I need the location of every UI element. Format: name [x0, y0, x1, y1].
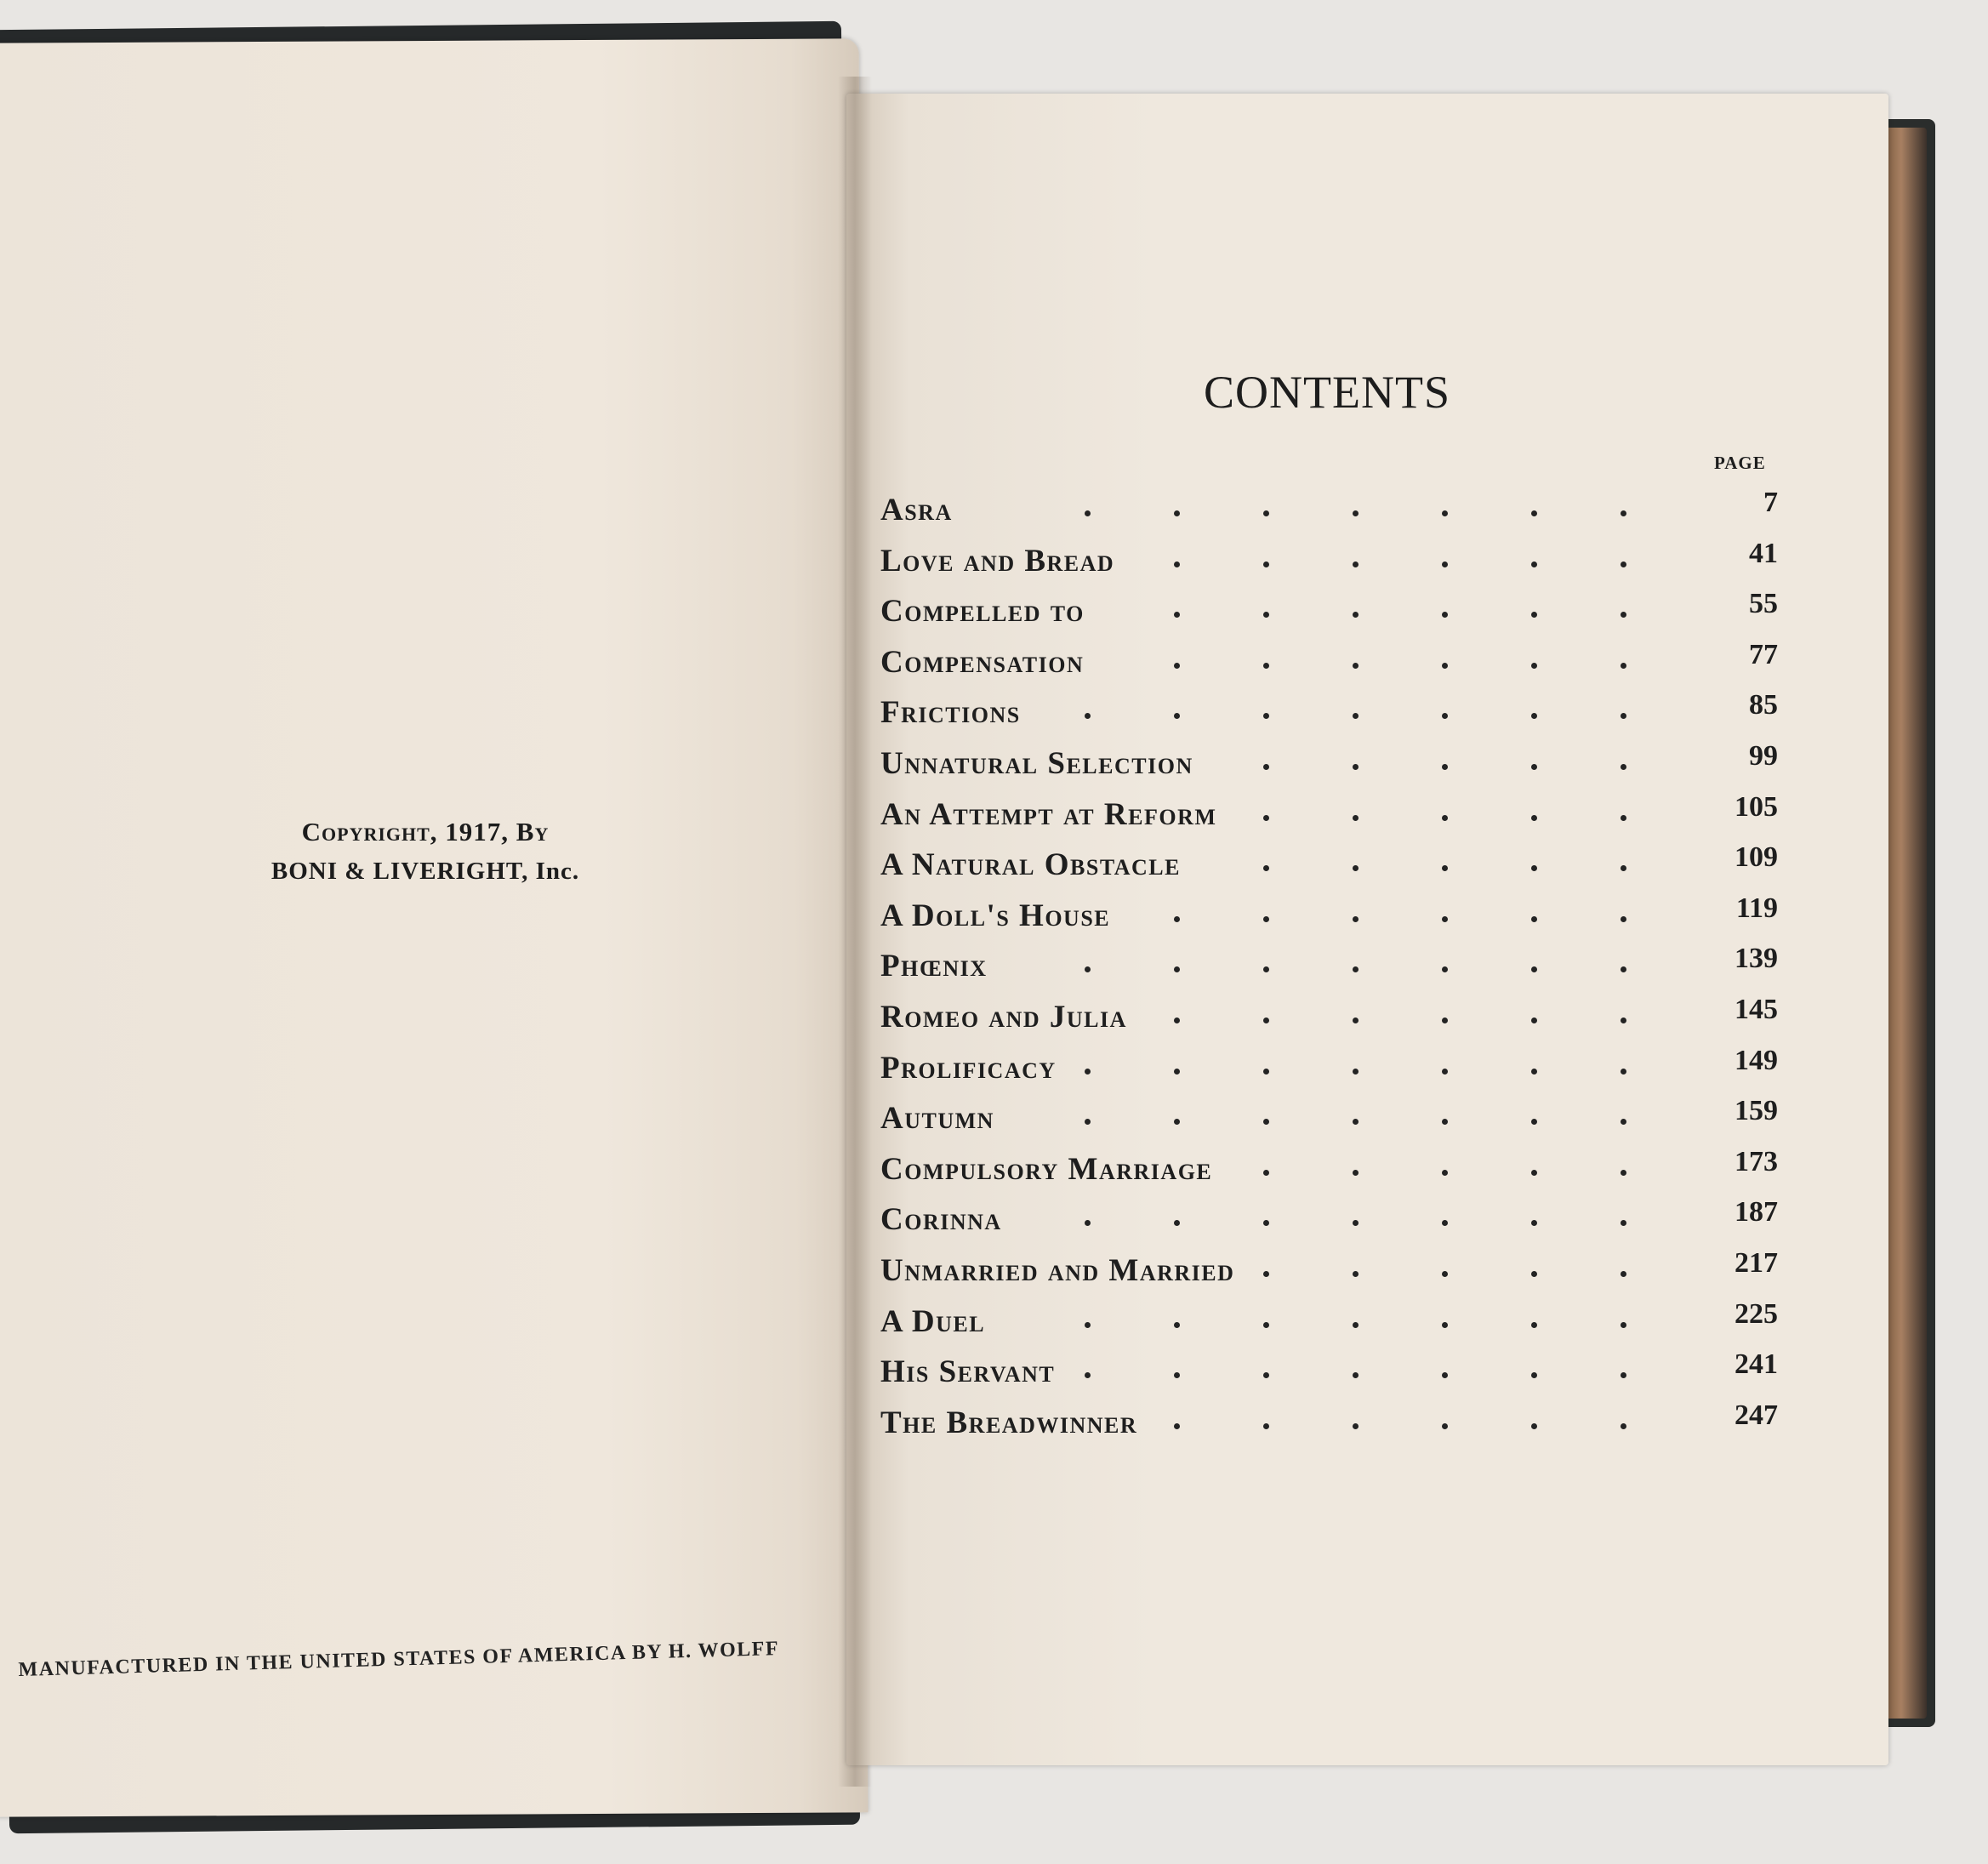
leader-dot — [1621, 815, 1626, 821]
leader-dot — [1174, 1119, 1180, 1125]
leader-dot — [1353, 1018, 1359, 1023]
leader-dot — [1353, 1170, 1359, 1176]
toc-entry-page: 241 — [1735, 1348, 1778, 1381]
leader-dot — [1174, 1018, 1180, 1023]
leader-dot — [1263, 1069, 1269, 1075]
leader-dot — [1085, 1069, 1091, 1075]
leader-dot — [1174, 510, 1180, 516]
publisher-line: BONI & LIVERIGHT, Inc. — [271, 858, 580, 885]
leader-dot — [1531, 916, 1537, 922]
leader-dot — [1085, 510, 1091, 516]
leader-dot — [1174, 1220, 1180, 1226]
table-of-contents — [880, 487, 1778, 1455]
leader-dot — [1353, 713, 1359, 719]
toc-entry-title: An Attempt at Reform — [880, 796, 1217, 832]
toc-entry — [880, 892, 1778, 949]
toc-entry — [880, 1095, 1778, 1151]
leader-dot — [1442, 1271, 1448, 1277]
toc-entry — [880, 1399, 1778, 1456]
toc-entry — [880, 739, 1778, 796]
leader-dot — [1442, 663, 1448, 669]
leader-dot — [1263, 561, 1269, 567]
toc-entry — [880, 638, 1778, 695]
toc-entry-title: Frictions — [880, 695, 1021, 731]
toc-entry-page: 217 — [1735, 1246, 1778, 1279]
leader-dot — [1263, 1322, 1269, 1328]
leader-dot — [1085, 966, 1091, 972]
leader-dot — [1263, 865, 1269, 871]
leader-dot — [1085, 1119, 1091, 1125]
toc-entry-title: His Servant — [880, 1354, 1056, 1390]
toc-entry-title: Romeo and Julia — [880, 999, 1127, 1035]
toc-entry — [880, 689, 1778, 745]
toc-entry — [880, 487, 1778, 543]
leader-dot — [1531, 966, 1537, 972]
toc-entry — [880, 943, 1778, 999]
copyright-block — [111, 817, 740, 886]
toc-entry-page: 159 — [1735, 1095, 1778, 1127]
leader-dot — [1621, 612, 1626, 618]
toc-entry-title: The Breadwinner — [880, 1405, 1138, 1440]
toc-entry-title: Asra — [880, 493, 953, 527]
leader-dot — [1353, 1423, 1359, 1429]
leader-dot — [1263, 815, 1269, 821]
leader-dot — [1621, 1322, 1626, 1328]
toc-entry-page: 173 — [1735, 1145, 1778, 1177]
leader-dot — [1174, 916, 1180, 922]
leader-dot — [1621, 1220, 1626, 1226]
leader-dot — [1531, 612, 1537, 618]
toc-entry-page: 85 — [1749, 689, 1778, 721]
toc-entry-page: 77 — [1749, 638, 1778, 670]
toc-entry-title: Unmarried and Married — [880, 1252, 1235, 1288]
leader-dot — [1442, 1069, 1448, 1075]
leader-dot — [1442, 764, 1448, 770]
toc-entry — [880, 1348, 1778, 1405]
leader-dot — [1531, 1018, 1537, 1023]
toc-entry-title: Love and Bread — [880, 543, 1115, 579]
leader-dot — [1174, 612, 1180, 618]
toc-entry-page: 41 — [1749, 537, 1778, 569]
toc-entry-page: 7 — [1763, 487, 1778, 518]
leader-dot — [1263, 1119, 1269, 1125]
book-spine-edge — [1884, 128, 1927, 1719]
leader-dot — [1621, 764, 1626, 770]
toc-entry-title: Compensation — [880, 644, 1085, 680]
leader-dot — [1174, 1423, 1180, 1429]
leader-dot — [1531, 561, 1537, 567]
toc-entry-title: Phœnix — [880, 949, 988, 984]
toc-entry — [880, 993, 1778, 1050]
toc-entry — [880, 1297, 1778, 1354]
leader-dot — [1174, 713, 1180, 719]
leader-dot — [1442, 1423, 1448, 1429]
leader-dot — [1442, 865, 1448, 871]
leader-dot — [1621, 663, 1626, 669]
toc-entry-page: 119 — [1735, 892, 1778, 924]
toc-entry-page: 187 — [1735, 1196, 1778, 1228]
leader-dot — [1531, 764, 1537, 770]
leader-dot — [1442, 612, 1448, 618]
leader-dot — [1442, 561, 1448, 567]
leader-dot — [1263, 713, 1269, 719]
leader-dot — [1353, 916, 1359, 922]
leader-dot — [1442, 966, 1448, 972]
toc-entry-title: A Doll's House — [880, 898, 1111, 933]
toc-entry-title: Compulsory Marriage — [880, 1151, 1213, 1187]
leader-dot — [1531, 1271, 1537, 1277]
leader-dot — [1263, 663, 1269, 669]
toc-entry-page: 109 — [1735, 841, 1778, 874]
leader-dot — [1442, 1119, 1448, 1125]
leader-dot — [1353, 966, 1359, 972]
toc-entry — [880, 1044, 1778, 1101]
toc-entry-page: 247 — [1735, 1399, 1778, 1431]
leader-dot — [1621, 1372, 1626, 1378]
toc-entry — [880, 790, 1778, 847]
toc-entry-page: 99 — [1749, 739, 1778, 772]
left-page — [0, 38, 868, 1816]
leader-dot — [1621, 510, 1626, 516]
leader-dot — [1353, 561, 1359, 567]
leader-dot — [1263, 1372, 1269, 1378]
toc-entry-page: 105 — [1735, 790, 1778, 823]
leader-dot — [1442, 1220, 1448, 1226]
leader-dot — [1531, 663, 1537, 669]
toc-entry-title: A Natural Obstacle — [880, 847, 1181, 883]
leader-dot — [1353, 663, 1359, 669]
leader-dot — [1531, 1372, 1537, 1378]
leader-dot — [1085, 1322, 1091, 1328]
toc-entry — [880, 588, 1778, 644]
leader-dot — [1621, 1170, 1626, 1176]
toc-entry-title: Autumn — [880, 1101, 994, 1137]
toc-entry-page: 149 — [1735, 1044, 1778, 1076]
toc-entry-title: Compelled to — [880, 594, 1085, 630]
leader-dot — [1442, 713, 1448, 719]
page-column-heading: PAGE — [1714, 453, 1766, 473]
leader-dot — [1531, 713, 1537, 719]
leader-dot — [1621, 1271, 1626, 1277]
leader-dot — [1621, 1069, 1626, 1075]
leader-dot — [1174, 1322, 1180, 1328]
toc-entry — [880, 1196, 1778, 1252]
leader-dot — [1531, 1119, 1537, 1125]
contents-title: CONTENTS — [1204, 367, 1450, 418]
manufactured-line: MANUFACTURED IN THE UNITED STATES OF AMERICA BY H. WOLFF — [18, 1638, 780, 1682]
leader-dot — [1353, 865, 1359, 871]
leader-dot — [1531, 815, 1537, 821]
toc-entry-title: Unnatural Selection — [880, 745, 1193, 781]
toc-entry-title: A Duel — [880, 1303, 986, 1339]
leader-dot — [1263, 1170, 1269, 1176]
leader-dot — [1353, 1271, 1359, 1277]
leader-dot — [1353, 1372, 1359, 1378]
leader-dot — [1531, 1069, 1537, 1075]
leader-dot — [1353, 612, 1359, 618]
leader-dot — [1263, 764, 1269, 770]
leader-dot — [1353, 1119, 1359, 1125]
leader-dot — [1531, 1322, 1537, 1328]
leader-dot — [1442, 510, 1448, 516]
leader-dot — [1353, 1069, 1359, 1075]
leader-dot — [1263, 1018, 1269, 1023]
leader-dot — [1531, 1220, 1537, 1226]
leader-dot — [1353, 510, 1359, 516]
leader-dot — [1263, 916, 1269, 922]
leader-dot — [1085, 713, 1091, 719]
leader-dot — [1085, 1220, 1091, 1226]
leader-dot — [1442, 1018, 1448, 1023]
leader-dot — [1621, 1018, 1626, 1023]
leader-dot — [1353, 1322, 1359, 1328]
leader-dot — [1263, 1423, 1269, 1429]
leader-dot — [1531, 865, 1537, 871]
leader-dot — [1442, 1170, 1448, 1176]
toc-entry-title: Prolificacy — [880, 1050, 1057, 1086]
leader-dot — [1621, 561, 1626, 567]
leader-dot — [1174, 561, 1180, 567]
toc-entry-page: 139 — [1735, 943, 1778, 975]
toc-entry — [880, 1246, 1778, 1303]
copyright-line: Copyright, 1917, By — [301, 817, 550, 846]
leader-dot — [1621, 865, 1626, 871]
leader-dot — [1442, 815, 1448, 821]
leader-dot — [1531, 510, 1537, 516]
leader-dot — [1621, 966, 1626, 972]
leader-dot — [1442, 1372, 1448, 1378]
leader-dot — [1442, 1322, 1448, 1328]
toc-entry — [880, 537, 1778, 594]
leader-dot — [1353, 1220, 1359, 1226]
leader-dot — [1621, 916, 1626, 922]
leader-dot — [1353, 764, 1359, 770]
toc-entry-page: 145 — [1735, 993, 1778, 1025]
leader-dot — [1353, 815, 1359, 821]
book-gutter — [838, 77, 872, 1787]
toc-entry-page: 55 — [1749, 588, 1778, 620]
leader-dot — [1531, 1170, 1537, 1176]
leader-dot — [1621, 1423, 1626, 1429]
toc-entry — [880, 841, 1778, 898]
leader-dot — [1442, 916, 1448, 922]
leader-dot — [1174, 966, 1180, 972]
leader-dot — [1085, 1372, 1091, 1378]
leader-dot — [1263, 510, 1269, 516]
toc-entry — [880, 1145, 1778, 1202]
leader-dot — [1263, 612, 1269, 618]
leader-dot — [1263, 1271, 1269, 1277]
leader-dot — [1263, 966, 1269, 972]
leader-dot — [1174, 1069, 1180, 1075]
leader-dot — [1621, 1119, 1626, 1125]
leader-dot — [1531, 1423, 1537, 1429]
leader-dot — [1263, 1220, 1269, 1226]
toc-entry-title: Corinna — [880, 1202, 1002, 1238]
leader-dot — [1174, 663, 1180, 669]
leader-dot — [1621, 713, 1626, 719]
leader-dot — [1174, 1372, 1180, 1378]
toc-entry-page: 225 — [1735, 1297, 1778, 1330]
